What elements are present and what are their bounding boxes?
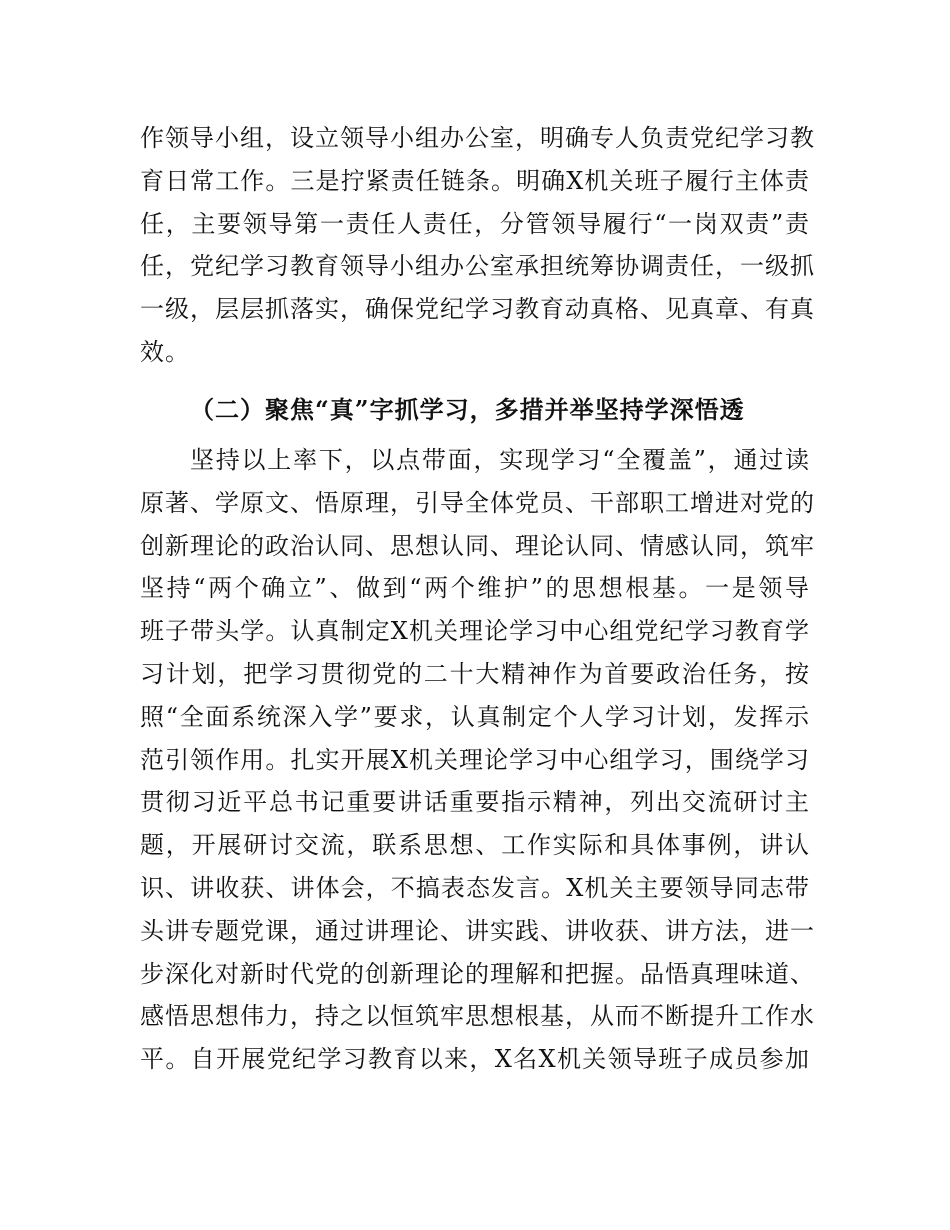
paragraph-line: 创新理论的政治认同、思想认同、理论认同、情感认同，筑牢 [140, 531, 815, 560]
paragraph-responsibility-chain [140, 117, 815, 374]
paragraph-line: 贯彻习近平总书记重要讲话重要指示精神，列出交流研讨主 [140, 788, 810, 817]
paragraph-line: 题，开展研讨交流，联系思想、工作实际和具体事例，讲认 [140, 831, 810, 860]
paragraph-line: 照“全面系统深入学”要求，认真制定个人学习计划，发挥示 [140, 702, 810, 731]
section-heading: （二）聚焦“真”字抓学习，多措并举坚持学深悟透 [190, 395, 745, 424]
paragraph-line: 作领导小组，设立领导小组办公室，明确专人负责党纪学习教 [140, 124, 815, 152]
paragraph-first-line: 坚持以上率下，以点带面，实现学习“全覆盖”，通过读 [190, 446, 810, 474]
paragraph-line: 任，主要领导第一责任人责任，分管领导履行“一岗双责”责 [140, 209, 810, 238]
paragraph-line: 原著、学原文、悟原理，引导全体党员、干部职工增进对党的 [140, 488, 815, 517]
paragraph-line: 头讲专题党课，通过讲理论、讲实践、讲收获、讲方法，进一 [140, 916, 815, 945]
paragraph-line: 育日常工作。三是拧紧责任链条。明确X机关班子履行主体责 [140, 166, 810, 195]
paragraph-line: 坚持“两个确立”、做到“两个维护”的思想根基。一是领导 [140, 574, 810, 603]
paragraph-line: 班子带头学。认真制定X机关理论学习中心组党纪学习教育学 [140, 617, 810, 646]
paragraph-line: 效。 [140, 337, 190, 366]
paragraph-line: 感悟思想伟力，持之以恒筑牢思想根基，从而不断提升工作水 [140, 1002, 815, 1031]
paragraph-line: 识、讲收获、讲体会，不搞表态发言。X机关主要领导同志带 [140, 873, 810, 902]
paragraph-line: 习计划，把学习贯彻党的二十大精神作为首要政治任务，按 [140, 659, 810, 688]
paragraph-line: 一级，层层抓落实，确保党纪学习教育动真格、见真章、有真 [140, 295, 815, 324]
paragraph-study [140, 439, 815, 1081]
paragraph-line: 任，党纪学习教育领导小组办公室承担统筹协调责任，一级抓 [140, 252, 815, 281]
paragraph-line: 范引领作用。扎实开展X机关理论学习中心组学习，围绕学习 [140, 745, 810, 774]
paragraph-line: 步深化对新时代党的创新理论的理解和把握。品悟真理味道、 [140, 959, 815, 988]
paragraph-line: 平。自开展党纪学习教育以来，X名X机关领导班子成员参加 [140, 1045, 810, 1074]
